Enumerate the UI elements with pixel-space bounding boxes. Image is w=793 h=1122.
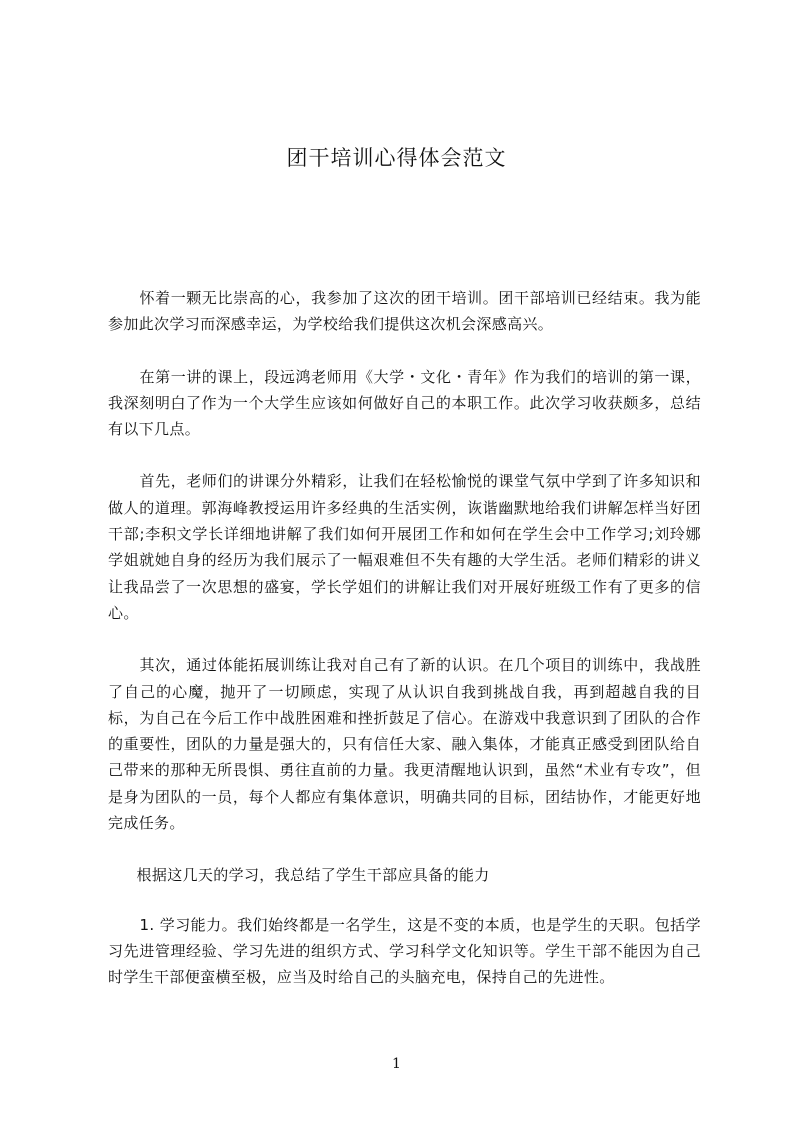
paragraph-abilities-heading: 根据这几天的学习，我总结了学生干部应具备的能力 [136,866,490,885]
document-title: 团干培训心得体会范文 [286,146,507,170]
paragraph-intro: 怀着一颗无比崇高的心，我参加了这次的团干培训。团干部培训已经结束。我为能参加此次学习而深感幸运，为学校给我们提供这次机会深感高兴。 [108,289,701,334]
paragraph-learning-ability: 1. 学习能力。我们始终都是一名学生，这是不变的本质，也是学生的天职。包括学习先进管理经验、学习先进的组织方式、学习科学文化知识等。学生干部不能因为自己时学生干部便蛮横至极，应当及时给自己的头脑充电，保持自己的先进性。 [108,915,701,987]
paragraph-first-lecture: 在第一讲的课上，段远鸿老师用《大学・文化・青年》作为我们的培训的第一课，我深刻明白了作为一个大学生应该如何做好自己的本职工作。此次学习收获颇多，总结有以下几点。 [108,367,701,439]
paragraph-second-point: 其次，通过体能拓展训练让我对自己有了新的认识。在几个项目的训练中，我战胜了自己的心魔，抛开了一切顾虑，实现了从认识自我到挑战自我，再到超越自我的目标，为自己在今后工作中战胜困难和挫折鼓足了信心。在游戏中我意识到了团队的合作的重要性，团队的力量是强大的，只有信任大家、融入集体，才能真正感受到团队给自己带来的那种无所畏惧、勇往直前的力量。我更清醒地认识到，虽然“术业有专攻”，但是身为团队的一员，每个人都应有集体意识，明确共同的目标，团结协作，才能更好地完成任务。 [108,656,701,833]
paragraph-first-point: 首先，老师们的讲课分外精彩，让我们在轻松愉悦的课堂气氛中学到了许多知识和做人的道理。郭海峰教授运用许多经典的生活实例，诙谐幽默地给我们讲解怎样当好团干部;李积文学长详细地讲解了我们如何开展团工作和如何在学生会中工作学习;刘玲娜学姐就她自身的经历为我们展示了一幅艰难但不失有趣的大学生活。老师们精彩的讲义让我品尝了一次思想的盛宴，学长学姐们的讲解让我们对开展好班级工作有了更多的信心。 [108,472,701,622]
page-number: 1 [392,1056,401,1072]
document-body [108,285,701,1017]
